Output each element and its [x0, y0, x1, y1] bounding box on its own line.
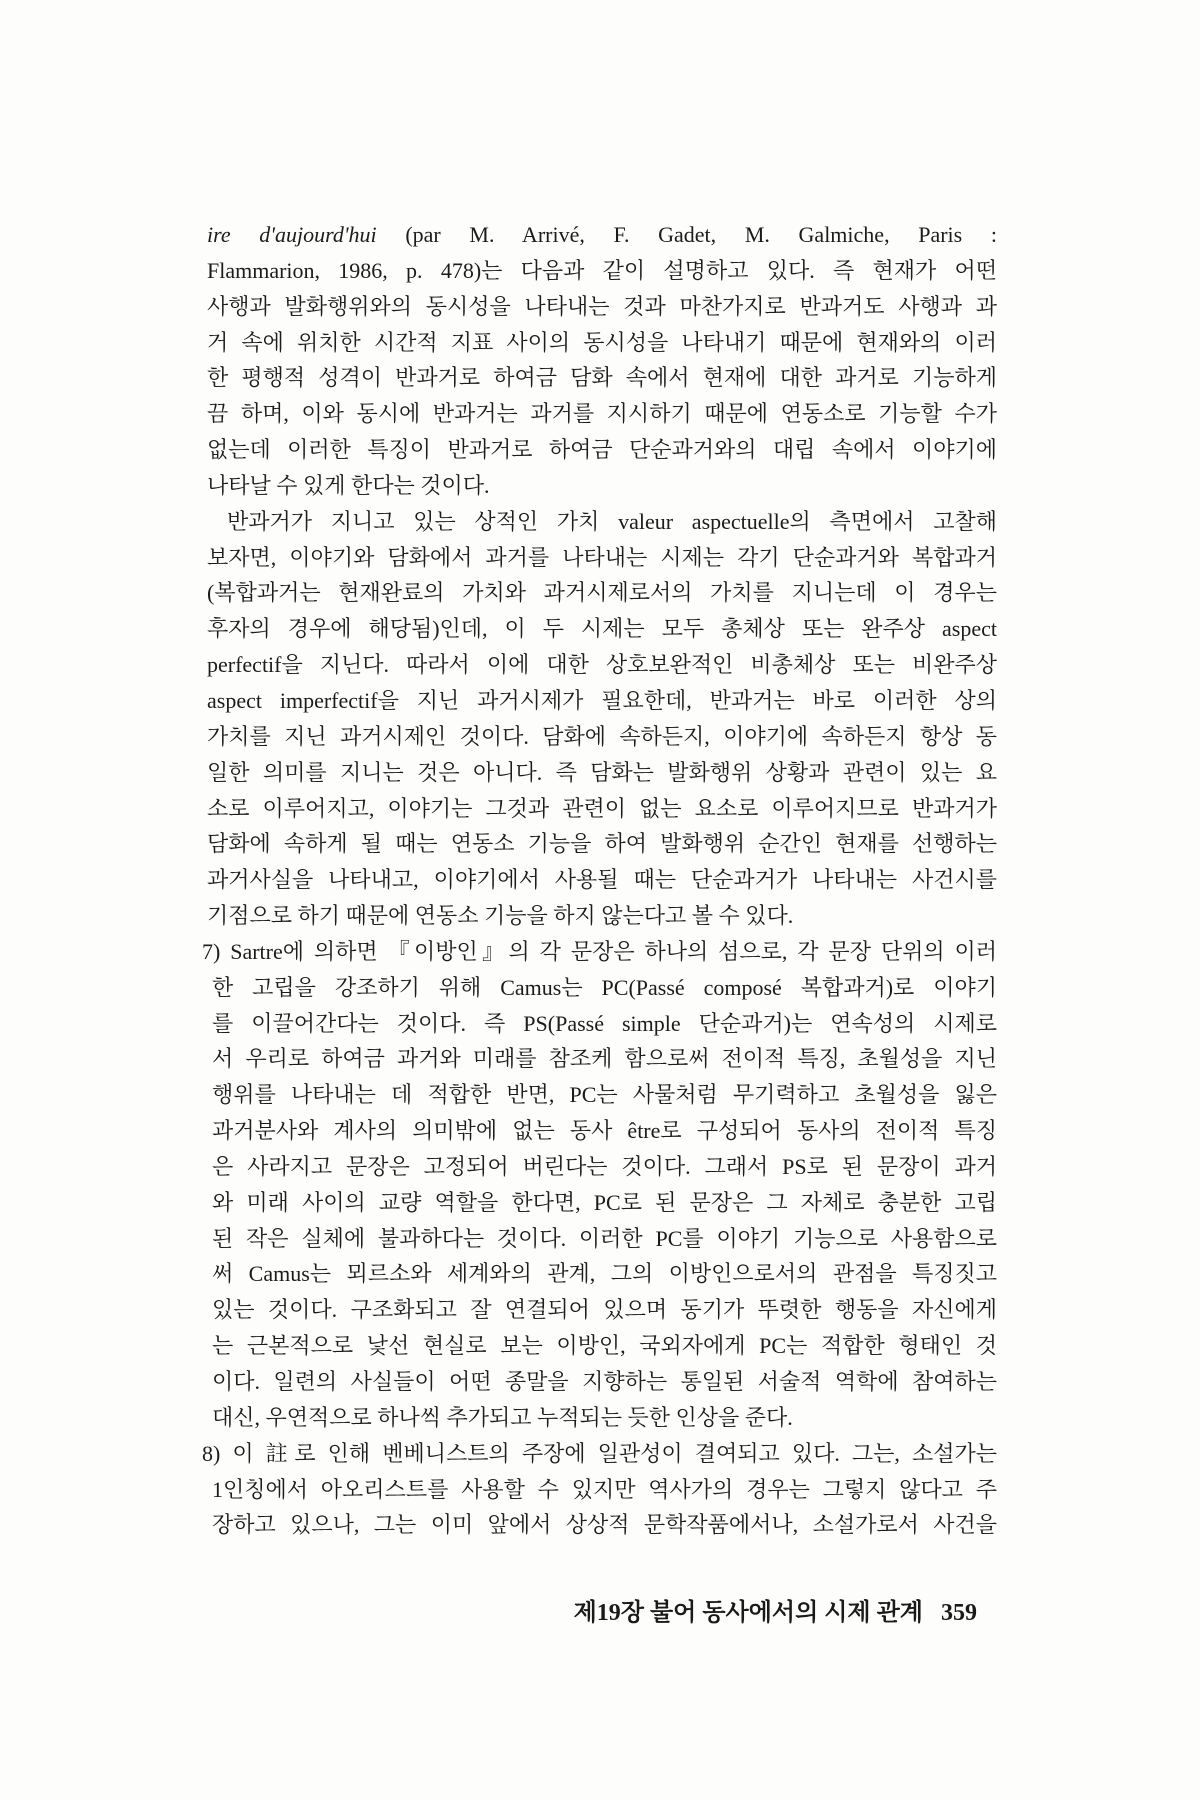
text-line: Flammarion, 1986, p. 478)는 다음과 같이 설명하고 있다. 즉 현재가 어떤: [207, 257, 997, 283]
text-line: 끔 하며, 이와 동시에 반과거는 과거를 지시하기 때문에 연동소로 기능할 수가: [207, 401, 997, 427]
text-line: 반과거가 지니고 있는 상적인 가치 valeur aspectuelle의 측면에서 고찰해: [227, 508, 997, 534]
footnote-number: 7): [202, 938, 221, 964]
paragraph-continued: [207, 217, 997, 504]
text-line: 대신, 우연적으로 하나씩 추가되고 누적되는 듯한 인상을 준다.: [212, 1404, 793, 1430]
text-line: 사행과 발화행위와의 동시성을 나타내는 것과 마찬가지로 반과거도 사행과 과: [207, 293, 997, 319]
page-number: 359: [941, 1600, 977, 1626]
text-line: 담화에 속하게 될 때는 연동소 기능을 하여 발화행위 순간인 현재를 선행하는: [207, 831, 997, 857]
text-line: 이다. 일련의 사실들이 어떤 종말을 지향하는 통일된 서술적 역학에 참여하는: [212, 1369, 997, 1394]
text-line: [207, 217, 997, 253]
text-line: (복합과거는 현재완료의 가치와 과거시제로서의 가치를 지니는데 이 경우는: [207, 580, 997, 606]
text-line: 는 근본적으로 낯선 현실로 보는 이방인, 국외자에게 PC는 적합한 형태인 것: [212, 1333, 997, 1359]
text-line: 보자면, 이야기와 담화에서 과거를 나타내는 시제는 각기 단순과거와 복합과거: [207, 544, 997, 570]
text-line: 과거분사와 계사의 의미밖에 없는 동사 être로 구성되어 동사의 전이적 특징: [212, 1118, 997, 1144]
text-line: 써 Camus는 뫼르소와 세계와의 관계, 그의 이방인으로서의 관점을 특징짓고: [212, 1261, 997, 1287]
running-footer: [574, 1595, 977, 1631]
text-line: perfectif을 지닌다. 따라서 이에 대한 상호보완적인 비총체상 또는 비완주상: [207, 652, 997, 678]
text-line: 한 고립을 강조하기 위해 Camus는 PC(Passé composé 복합과거)로 이야기: [212, 974, 997, 1000]
text-line: 를 이끌어간다는 것이다. 즉 PS(Passé simple 단순과거)는 연속성의 시제로: [212, 1010, 997, 1036]
footnote-number: 8): [202, 1440, 221, 1466]
text-line: 와 미래 사이의 교량 역할을 한다면, PC로 된 문장은 그 자체로 충분한 고립: [212, 1189, 997, 1215]
main-text: [202, 217, 997, 1543]
text-line: 있는 것이다. 구조화되고 잘 연결되어 있으며 동기가 뚜렷한 행동을 자신에게: [212, 1297, 997, 1323]
italic-title-fragment: ire d'aujourd'hui: [207, 222, 377, 247]
text-line: 행위를 나타내는 데 적합한 반면, PC는 사물처럼 무기력하고 초월성을 잃은: [212, 1082, 997, 1108]
text-line: aspect imperfectif을 지닌 과거시제가 필요한데, 반과거는 바로 이러한 상의: [207, 687, 997, 713]
text-line: 은 사라지고 문장은 고정되어 버린다는 것이다. 그래서 PS로 된 문장이 과거: [212, 1153, 997, 1179]
text-line: 거 속에 위치한 시간적 지표 사이의 동시성을 나타내기 때문에 현재와의 이러: [207, 329, 997, 355]
text-line: 서 우리로 하여금 과거와 미래를 참조케 함으로써 전이적 특징, 초월성을 지닌: [212, 1046, 997, 1072]
citation-text: (par M. Arrivé, F. Gadet, M. Galmiche, Paris :: [405, 222, 997, 247]
footnote-8: [202, 1436, 997, 1544]
text-line: 없는데 이러한 특징이 반과거로 하여금 단순과거와의 대립 속에서 이야기에: [207, 437, 997, 463]
footnote-7: [202, 934, 997, 1436]
text-line: 장하고 있으나, 그는 이미 앞에서 상상적 문학작품에서나, 소설가로서 사건을: [212, 1512, 997, 1538]
paragraph: [207, 504, 997, 934]
text-line: 가치를 지닌 과거시제인 것이다. 담화에 속하든지, 이야기에 속하든지 항상 동: [207, 723, 997, 749]
footnote-text: 이 註로 인해 벤베니스트의 주장에 일관성이 결여되고 있다. 그는, 소설가는: [232, 1440, 997, 1466]
text-line: 한 평행적 성격이 반과거로 하여금 담화 속에서 현재에 대한 과거로 기능하게: [207, 365, 997, 391]
text-line: 후자의 경우에 해당됨)인데, 이 두 시제는 모두 총체상 또는 완주상 aspect: [207, 616, 997, 642]
chapter-title: 제19장 불어 동사에서의 시제 관계: [573, 1600, 923, 1626]
text-line: 과거사실을 나타내고, 이야기에서 사용될 때는 단순과거가 나타내는 사건시를: [207, 867, 997, 893]
text-line: 된 작은 실체에 불과하다는 것이다. 이러한 PC를 이야기 기능으로 사용함으로: [212, 1225, 997, 1251]
text-line: 1인칭에서 아오리스트를 사용할 수 있지만 역사가의 경우는 그렇지 않다고 주: [212, 1476, 997, 1502]
text-line: [202, 1436, 997, 1472]
text-line: 나타날 수 있게 한다는 것이다.: [207, 472, 490, 498]
text-line: 소로 이루어지고, 이야기는 그것과 관련이 없는 요소로 이루어지므로 반과거가: [207, 795, 997, 821]
text-line: 기점으로 하기 때문에 연동소 기능을 하지 않는다고 볼 수 있다.: [207, 903, 794, 929]
footnote-text: Sartre에 의하면 『이방인』의 각 문장은 하나의 섬으로, 각 문장 단위의 이러: [230, 938, 997, 964]
text-line: [202, 934, 997, 970]
text-line: 일한 의미를 지니는 것은 아니다. 즉 담화는 발화행위 상황과 관련이 있는 요: [207, 759, 997, 785]
